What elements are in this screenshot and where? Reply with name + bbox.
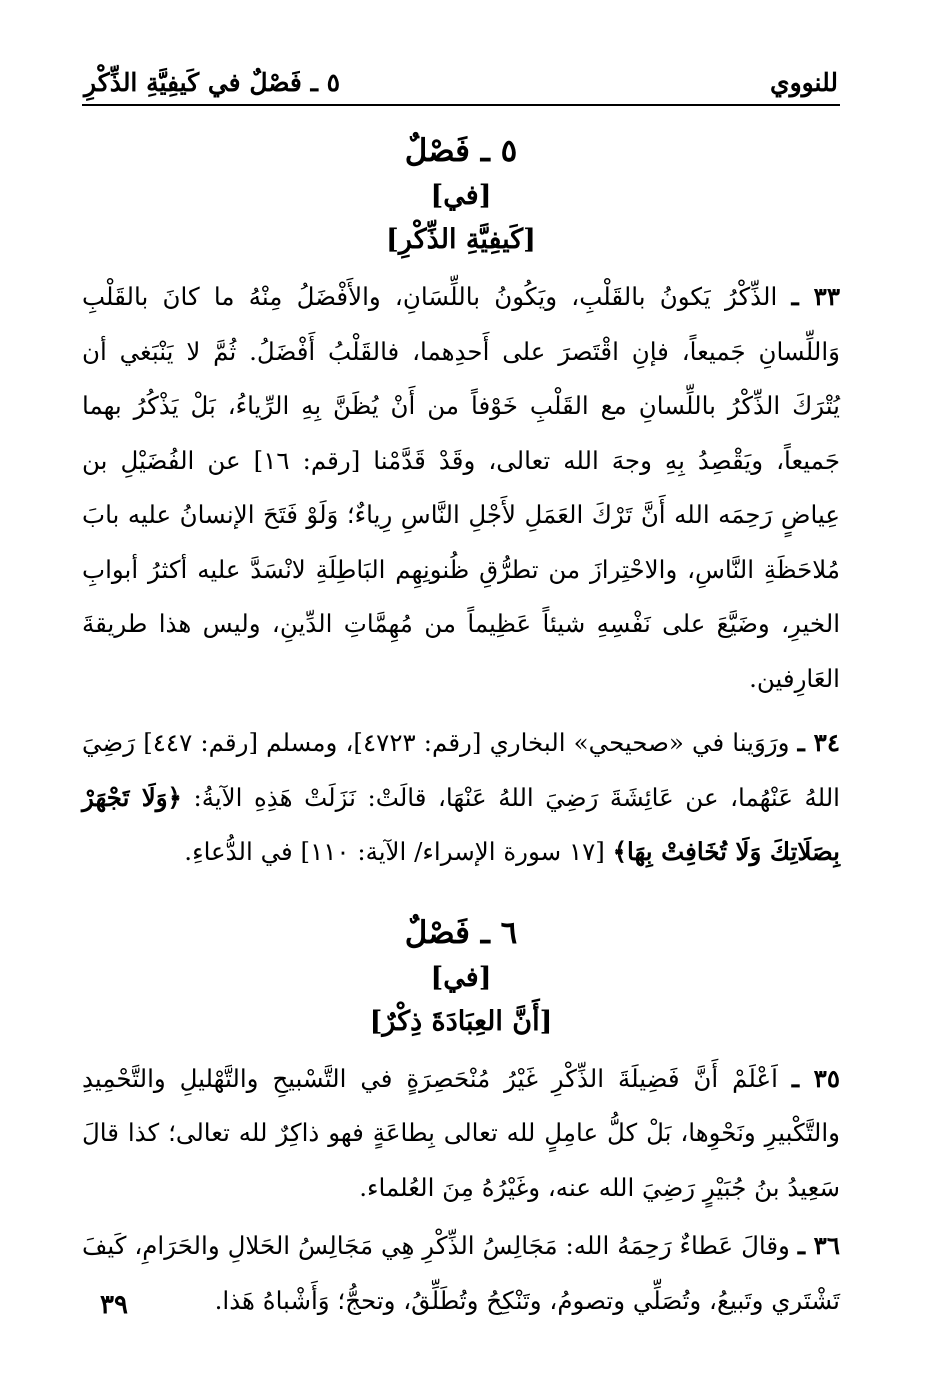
paragraph-36-text: وقالَ عَطاءٌ رَحِمَهُ الله: مَجَالِسُ الذِّكْرِ هِي مَجَالِسُ الحَلالِ والحَرَامِ، كَيفَ تَشْتَري وتَبيعُ، وتُصَلِّي وتصومُ، وتَنْكِحُ وتُطَلِّقُ، وتحجُّ؛ وَأَشْباهُ هَذا. (82, 1231, 840, 1315)
paragraph-34-reference: [١٧ سورة الإسراء/ الآية: ١١٠] في الدُّعاءِ. (184, 837, 605, 866)
section-6-title: ٦ ـ فَصْلٌ (404, 914, 518, 951)
paragraph-33 (82, 270, 840, 706)
section-6-subtitle-1: [في] (430, 961, 492, 993)
paragraph-35-number: ٣٥ ـ (791, 1063, 840, 1093)
page-number: ٣٩ (100, 1290, 128, 1320)
paragraph-33-number: ٣٣ ـ (791, 282, 840, 311)
section-5-subtitle-1: [في] (430, 180, 492, 211)
paragraph-35 (82, 1052, 840, 1216)
section-6-heading (82, 910, 840, 1044)
section-5-heading (82, 128, 840, 262)
paragraph-34 (82, 716, 840, 880)
paragraph-36 (82, 1219, 840, 1328)
header-author: للنووي (770, 68, 838, 97)
running-header (82, 60, 840, 106)
section-6-subtitle-2: [أَنَّ العِبَادَةَ ذِكْرٌ] (369, 1005, 553, 1037)
paragraph-36-number: ٣٦ ـ (797, 1231, 840, 1260)
section-5-title: ٥ ـ فَصْلٌ (404, 133, 518, 169)
paragraph-33-text: الذِّكْرُ يَكونُ بالقَلْبِ، ويَكُونُ باللِّسَانِ، والأَفْضَلُ مِنْهُ ما كانَ بالقَلْبِ وَاللِّسانِ جَميعاً، فإنِ اقْتَصرَ على أَحدِهما، فالقَلْبُ أَفْضَلُ. ثُمَّ لا يَنْبَغي أن يُتْرَكَ الذِّكْرُ باللِّسانِ مع القَلْبِ خَوْفاً من أَنْ يُظَنَّ بِهِ الرِّياءُ، بَلْ يَذْكُرُ بهما جَميعاً، ويَقْصِدُ بِهِ وجهَ الله تعالى، وقَدْ قَدَّمْنا [رقم: ١٦] عن الفُضَيْلِ بن عِياضٍ رَحِمَه الله أَنَّ تَرْكَ العَمَلِ لأَجْلِ النَّاسِ رِياءٌ؛ وَلَوْ فَتَحَ الإنسانُ عليه بابَ مُلاحَظَةِ النَّاسِ، والاحْتِرازَ من تطرُّقِ ظُنونِهِم البَاطِلَةِ لانْسَدَّ عليه أكثرُ أبوابِ الخيرِ، وضَيَّعَ على نَفْسِهِ شيئاً عَظِيماً من مُهِمَّاتِ الدِّينِ، وليس هذا طريقةَ العَارِفين. (82, 282, 840, 693)
header-chapter-title: ٥ ـ فَصْلٌ في كَيفِيَّةِ الذِّكْرِ (84, 68, 341, 97)
paragraph-34-text: ورَوَينا في «صحيحي» البخاري [رقم: ٤٧٢٣]، ومسلم [رقم: ٤٤٧] رَضِيَ اللهُ عَنْهُما، عن عَائِشَةَ رَضِيَ اللهُ عَنْهَا، قالَتْ: نَزَلَتْ هَذِهِ الآيةُ: (82, 728, 840, 812)
paragraph-34-number: ٣٤ ـ (797, 728, 840, 757)
quran-verse: ﴿وَلَا تَجْهَرْ بِصَلَاتِكَ وَلَا تُخَافِتْ بِهَا﴾ (82, 782, 840, 866)
paragraph-35-text: اَعْلَمْ أَنَّ فَضِيلَةَ الذِّكْرِ غَيْرُ مُنْحَصِرَةٍ في التَّسْبيحِ والتَّهْليلِ والتَّحْمِيدِ والتَّكْبيرِ ونَحْوِها، بَلْ كلُّ عامِلٍ لله تعالى بِطاعَةٍ فهو ذاكِرٌ لله تعالى؛ كذا قالَ سَعِيدُ بنُ جُبَيْرٍ رَضِيَ الله عنه، وغَيْرُهُ مِنَ العُلماء. (82, 1063, 840, 1202)
section-5-subtitle-2: [كَيفِيَّةِ الذِّكْرِ] (386, 224, 536, 255)
page (82, 60, 840, 1328)
